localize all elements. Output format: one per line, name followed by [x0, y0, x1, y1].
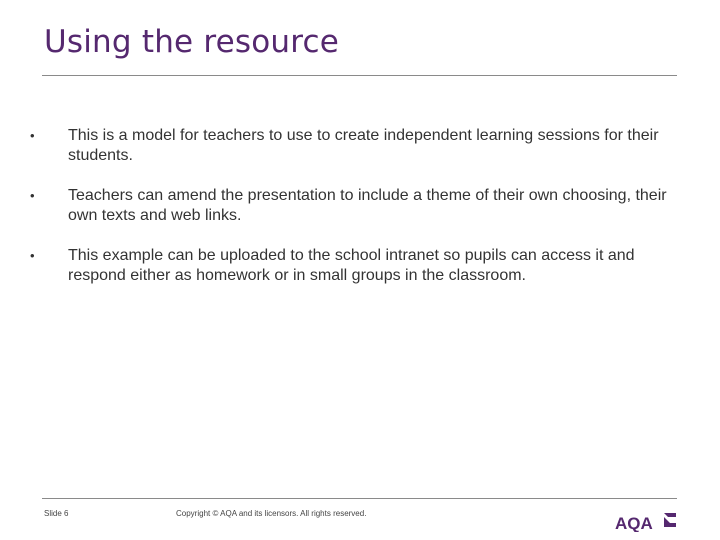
list-item — [30, 126, 680, 166]
bullet-marker: • — [30, 248, 35, 263]
bullet-text: This is a model for teachers to use to create independent learning sessions for their students. — [68, 127, 659, 164]
aqa-logo-text: AQA — [615, 514, 653, 532]
slide-number: Slide 6 — [44, 509, 69, 518]
bullet-list — [30, 126, 680, 306]
aqa-logo-icon — [614, 508, 678, 532]
bullet-marker: • — [30, 128, 35, 143]
list-item — [30, 246, 680, 286]
bullet-text: Teachers can amend the presentation to include a theme of their own choosing, their own texts and web links. — [68, 187, 667, 224]
bullet-marker: • — [30, 188, 35, 203]
slide-title: Using the resource — [44, 24, 340, 60]
list-item — [30, 186, 680, 226]
footer-divider — [42, 498, 677, 499]
title-divider — [42, 75, 677, 76]
bullet-text: This example can be uploaded to the school intranet so pupils can access it and respond either as homework or in small groups in the classroom. — [68, 247, 635, 284]
copyright-notice: Copyright © AQA and its licensors. All rights reserved. — [176, 509, 367, 518]
